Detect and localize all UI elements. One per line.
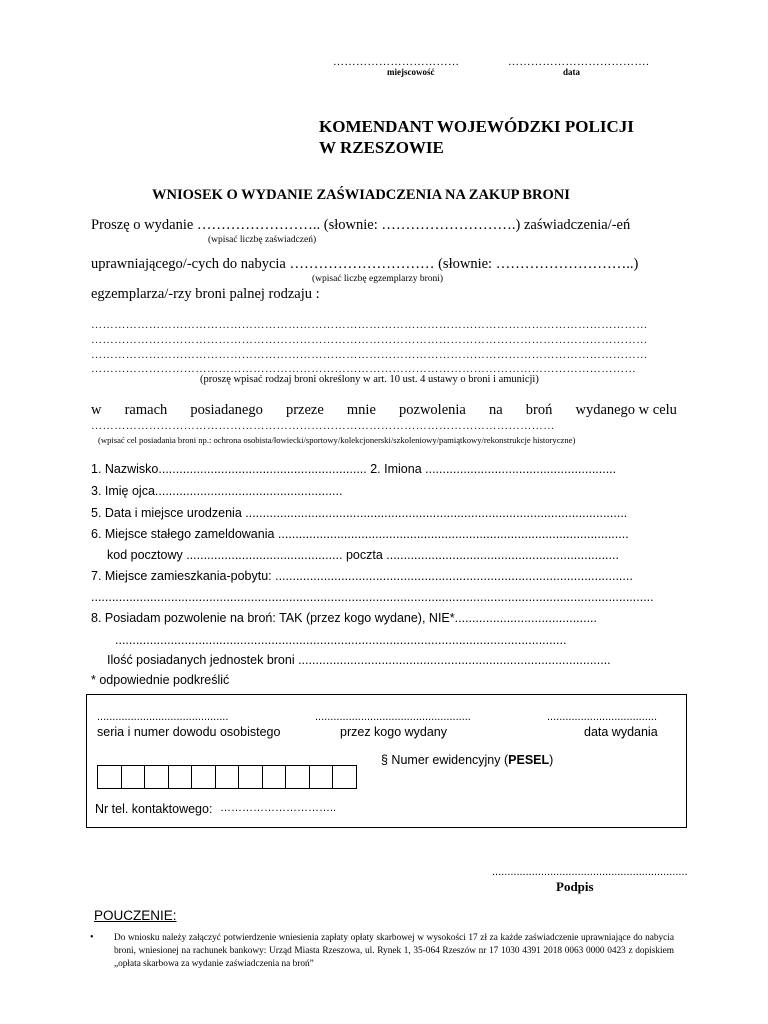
signature-label: Podpis — [556, 879, 594, 894]
instruction-text: Do wniosku należy załączyć potwierdzenie wniesienia zapłaty opłaty skarbowej w wysokości 17 zł za każde zaświadczenie uprawniające do nabycia broni, wniesionej na rachunek bankowy: Urząd Miasta Rzeszowa, ul. Rynek 1, 35-064 Rzeszów nr 17 1030 4391 2018 0063 0000 0423 z dopiskiem „opłata skarbowa za wydanie zaświadczenia na broń” — [114, 933, 674, 969]
field-birth-date-place[interactable]: 5. Data i miejsce urodzenia .............................................................................................................. — [91, 506, 628, 520]
purpose-word: wydanego w celu — [575, 402, 677, 418]
field-surname-firstname[interactable]: 1. Nazwisko............................................................ 2. Imiona ....................................................... — [91, 462, 617, 476]
field-weapon-count[interactable]: Ilość posiadanych jednostek broni .......................................................................................... — [107, 653, 611, 667]
note-purpose: (wpisać cel posiadania broni np.: ochrona osobista/łowiecki/sportowy/kolekcjonerski/szkoleniowy/pamiątkowy/rekonstrukcje historyczne) — [98, 435, 576, 445]
pesel-label — [381, 753, 553, 767]
note-number-of-weapons: (wpisać liczbę egzemplarzy broni) — [312, 274, 444, 284]
pesel-digit-cell[interactable] — [121, 765, 146, 789]
phone-label: Nr tel. kontaktowego: — [95, 802, 213, 816]
purpose-word: pozwolenia — [399, 402, 466, 418]
purpose-dots[interactable]: ………………………………………………………………………………………………………… — [91, 420, 555, 432]
pesel-digit-cell[interactable] — [144, 765, 169, 789]
request-line-2[interactable]: uprawniającego/-cych do nabycia ………………………… (słownie: ………………………..) — [91, 256, 639, 272]
weapon-type-dots-3[interactable]: ……………………………………………………………………………………………………………………………… — [91, 349, 648, 361]
field-permit-possession[interactable]: 8. Posiadam pozwolenie na broń: TAK (przez kogo wydane), NIE*......................................... — [91, 611, 598, 625]
weapon-type-dots-2[interactable]: ……………………………………………………………………………………………………………………………… — [91, 334, 648, 346]
purpose-word: przeze — [285, 402, 324, 418]
pesel-digit-cell[interactable] — [262, 765, 287, 789]
pesel-input[interactable] — [97, 765, 357, 789]
field-permit-issuer[interactable]: .................................................................................................................................. — [115, 633, 567, 647]
page-title: WNIOSEK O WYDANIE ZAŚWIADCZENIA NA ZAKUP BRONI — [152, 187, 570, 203]
addressee-line1: KOMENDANT WOJEWÓDZKI POLICJI — [319, 117, 634, 136]
footnote-underline: * odpowiednie podkreślić — [91, 673, 230, 687]
weapon-type-dots-1[interactable]: ……………………………………………………………………………………………………………………………… — [91, 319, 648, 331]
issue-date-dots[interactable]: .................................... — [547, 711, 658, 723]
phone-dots[interactable]: ………………………….. — [220, 802, 337, 814]
signature-dots[interactable]: ................................................................ — [492, 866, 688, 878]
pesel-digit-cell[interactable] — [168, 765, 193, 789]
instruction-heading: POUCZENIE: — [94, 908, 177, 923]
pesel-digit-cell[interactable] — [238, 765, 263, 789]
field-postal-code-post[interactable]: kod pocztowy ............................................. poczta ................................................................... — [107, 548, 619, 562]
id-number-label: seria i numer dowodu osobistego — [97, 725, 281, 739]
bullet-icon: • — [90, 932, 94, 943]
date-dots: ………………………………. — [508, 56, 650, 68]
id-number-dots[interactable]: ........................................... — [97, 711, 229, 723]
purpose-word: ramach — [124, 402, 168, 418]
issuer-dots[interactable]: ................................................... — [315, 711, 471, 723]
pesel-digit-cell[interactable] — [215, 765, 240, 789]
note-weapon-type: (proszę wpisać rodzaj broni określony w art. 10 ust. 4 ustawy o broni i amunicji) — [200, 374, 539, 385]
pesel-digit-cell[interactable] — [332, 765, 357, 789]
issuer-label: przez kogo wydany — [340, 725, 448, 739]
purpose-word: broń — [525, 402, 553, 418]
addressee-line2: W RZESZOWIE — [319, 138, 444, 157]
purpose-word: w — [91, 402, 102, 418]
id-document-box — [86, 694, 687, 828]
date-label: data — [563, 67, 581, 77]
weapon-type-dots-4[interactable]: …………………………………………………………………………………………………………………………… — [91, 363, 637, 375]
place-label: miejscowość — [387, 67, 435, 77]
field-permanent-address[interactable]: 6. Miejsce stałego zameldowania ..................................................................................................... — [91, 527, 629, 541]
place-dots: …………………………… — [333, 56, 460, 68]
purpose-word: na — [488, 402, 503, 418]
pesel-digit-cell[interactable] — [97, 765, 122, 789]
pesel-label-bold: PESEL — [508, 753, 550, 767]
purpose-word: posiadanego — [190, 402, 263, 418]
pesel-digit-cell[interactable] — [191, 765, 216, 789]
field-residence-address[interactable]: 7. Miejsce zamieszkania-pobytu: ....................................................................................................... — [91, 569, 633, 583]
field-father-name[interactable]: 3. Imię ojca...................................................... — [91, 484, 343, 498]
field-residence-address-cont[interactable]: .................................................................................................................................................................. — [91, 590, 654, 604]
note-number-of-certificates: (wpisać liczbę zaświadczeń) — [208, 235, 317, 245]
request-line-1[interactable]: Proszę o wydanie …………………….. (słownie: ……………………….) zaświadczenia/-eń — [91, 217, 631, 233]
pesel-label-close: ) — [549, 753, 554, 767]
request-line-3: egzemplarza/-rzy broni palnej rodzaju : — [91, 286, 320, 302]
purpose-word: mnie — [346, 402, 376, 418]
pesel-digit-cell[interactable] — [285, 765, 310, 789]
pesel-digit-cell[interactable] — [309, 765, 334, 789]
issue-date-label: data wydania — [584, 725, 658, 739]
pesel-label-text: § Numer ewidencyjny ( — [381, 753, 509, 767]
purpose-line — [91, 402, 677, 419]
